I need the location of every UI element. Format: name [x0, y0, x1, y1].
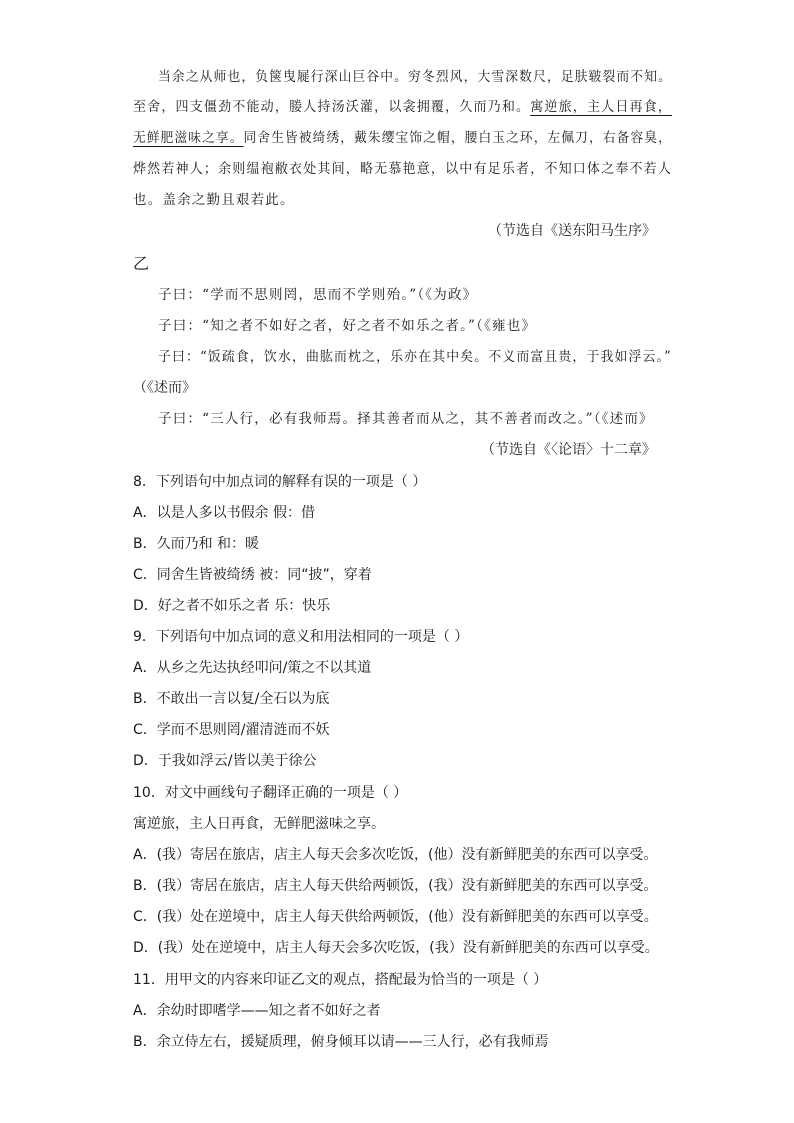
- jia-line-3: [133, 128, 672, 148]
- q10-option-a: A．(我）寄居在旅店，店主人每天会多次吃饭，(他）没有新鲜肥美的东西可以享受。: [133, 847, 658, 863]
- q9-option-c: C．学而不思则罔/濯清涟而不妖: [133, 722, 330, 738]
- yi-source: （节选自《〈论语〉十二章》: [481, 442, 656, 458]
- jia-line-1: 当余之从师也，负箧曳屣行深山巨谷中。穷冬烈风，大雪深数尺，足肤皲裂而不知。: [158, 69, 672, 85]
- q9-option-b: B．不敢出一言以复/全石以为底: [133, 691, 330, 707]
- q10-option-d: D．(我）处在逆境中，店主人每天会多次吃饭，(我）没有新鲜肥美的东西可以享受。: [133, 940, 659, 956]
- underlined-sentence-part-1: 寓逆旅，主人日再食，: [530, 99, 673, 115]
- q9-stem: 9．下列语句中加点词的意义和用法相同的一项是（ ）: [133, 629, 469, 645]
- q11-stem: 11．用甲文的内容来印证乙文的观点，搭配最为恰当的一项是（ ）: [133, 972, 548, 988]
- jia-line-3-text: 同舍生皆被绮绣，戴朱缨宝饰之帽，腰白玉之环，左佩刀，右备容臭，: [243, 130, 672, 146]
- q8-option-a: A．以是人多以书假余 假：借: [133, 505, 316, 521]
- q9-option-a: A．从乡之先达执经叩问/策之不以其道: [133, 660, 372, 676]
- yi-saying-4: 子曰：“三人行，必有我师焉。择其善者而从之，其不善者而改之。”（《述而》: [158, 411, 654, 427]
- yi-heading: 乙: [133, 254, 150, 273]
- yi-saying-1: 子曰：“学而不思则罔，思而不学则殆。”（《为政》: [158, 287, 478, 303]
- q10-stem: 10．对文中画线句子翻译正确的一项是（ ）: [133, 785, 408, 801]
- jia-line-5: 也。盖余之勤且艰若此。: [133, 192, 295, 208]
- jia-line-2-text: 至舍，四支僵劲不能动，媵人持汤沃灌，以衾拥覆，久而乃和。: [133, 99, 531, 115]
- yi-saying-2: 子曰：“知之者不如好之者，好之者不如乐之者。”（《雍也》: [158, 318, 537, 334]
- q11-option-b: B．余立侍左右，援疑质理，俯身倾耳以请——三人行，必有我师焉: [133, 1034, 549, 1050]
- yi-saying-3: 子曰：“饭疏食，饮水，曲肱而枕之，乐亦在其中矣。不义而富且贵，于我如浮云。”: [158, 349, 672, 365]
- q9-option-d: D．于我如浮云/皆以美于徐公: [133, 753, 317, 769]
- q8-option-b: B．久而乃和 和：暖: [133, 536, 260, 552]
- q8-option-c: C．同舍生皆被绮绣 被：同“披”，穿着: [133, 567, 372, 583]
- q10-sentence: 寓逆旅，主人日再食，无鲜肥滋味之享。: [133, 816, 385, 832]
- jia-line-2: [133, 97, 672, 117]
- q8-option-d: D．好之者不如乐之者 乐：快乐: [133, 598, 331, 614]
- underlined-sentence-part-2: 无鲜肥滋味之享。: [133, 130, 244, 146]
- yi-saying-3-source: （《述而》: [133, 380, 196, 396]
- jia-source: （节选自《送东阳马生序》: [488, 223, 656, 239]
- q11-option-a: A．余幼时即嗜学——知之者不如好之者: [133, 1003, 381, 1019]
- jia-line-4: 烨然若神人；余则缊袍敝衣处其间，略无慕艳意，以中有足乐者，不知口体之奉不若人: [133, 161, 673, 177]
- q10-option-c: C．(我）处在逆境中，店主人每天供给两顿饭，(他）没有新鲜肥美的东西可以享受。: [133, 909, 658, 925]
- q8-stem: 8．下列语句中加点词的解释有误的一项是（ ）: [133, 474, 427, 490]
- q10-option-b: B．(我）寄居在旅店，店主人每天供给两顿饭，(我）没有新鲜肥美的东西可以享受。: [133, 878, 658, 894]
